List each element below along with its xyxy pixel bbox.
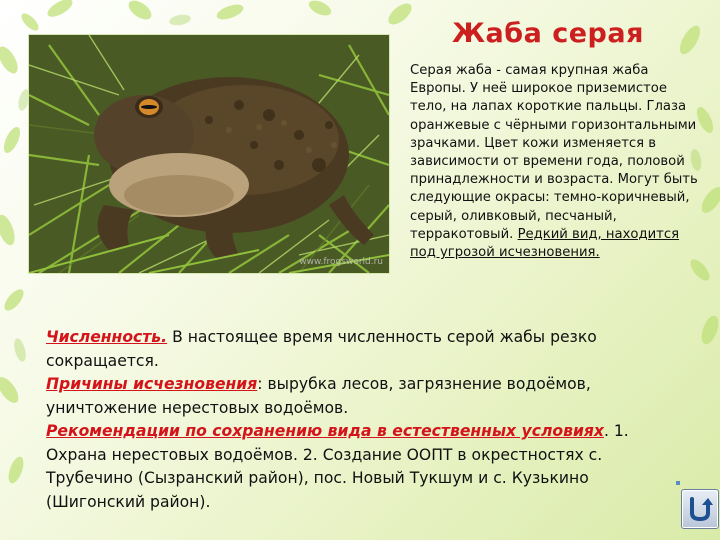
recommendations-paragraph — [46, 420, 656, 514]
photo-watermark: www.frogsworld.ru — [299, 257, 383, 267]
slide-title: Жаба серая — [452, 18, 644, 49]
rare-species-note: Редкий вид, находится под угрозой исчезновения. — [410, 226, 680, 261]
recommendations-text: . 1. Охрана нерестовых водоёмов. 2. Создание ООПТ в окрестностях с. Трубечино (Сызранский район), пос. Новый Тукшум и с. Кузькино (Шигонский район). — [46, 422, 629, 511]
causes-text: : вырубка лесов, загрязнение водоёмов, уничтожение нерестовых водоёмов. — [46, 375, 591, 417]
population-text: В настоящее время численность серой жабы резко сокращается. — [46, 328, 597, 370]
population-paragraph — [46, 326, 656, 373]
recommendations-label: Рекомендации по сохранению вида в естественных условиях — [46, 422, 604, 440]
description-block — [410, 62, 702, 262]
conservation-info — [46, 326, 656, 514]
causes-paragraph — [46, 373, 656, 420]
return-button[interactable] — [681, 489, 719, 529]
return-arrow-icon — [687, 495, 713, 523]
description-text: Серая жаба - самая крупная жаба Европы. У неё широкое приземистое тело, на лапах короткие пальцы. Глаза оранжевые с чёрными горизонтальными зрачками. Цвет кожи изменяется в зависимости от времени года, половой принадлежности и возраста. Могут быть следующие окрасы: темно-коричневый, серый, оливковый, песчаный, терракотовый. — [410, 63, 698, 242]
causes-label: Причины исчезновения — [46, 375, 258, 393]
nav-marker — [676, 481, 680, 485]
toad-photo — [28, 34, 390, 274]
population-label: Численность. — [46, 328, 168, 346]
